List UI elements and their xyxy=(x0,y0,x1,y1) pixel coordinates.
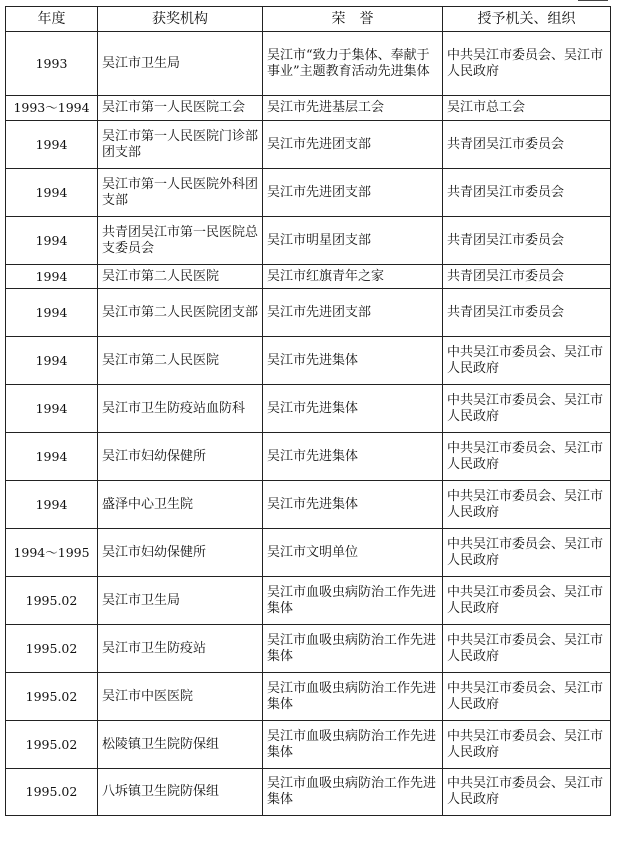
table-row xyxy=(6,625,611,673)
grantor-cell: 中共吴江市委员会、吴江市人民政府 xyxy=(443,673,611,721)
honor-cell: 吴江市明星团支部 xyxy=(263,217,443,265)
honor-cell: 吴江市血吸虫病防治工作先进集体 xyxy=(263,673,443,721)
organization-cell: 吴江市卫生局 xyxy=(98,577,263,625)
header-grantor: 授予机关、组织 xyxy=(443,7,611,32)
year-cell: 1994 xyxy=(6,121,98,169)
organization-cell: 八坼镇卫生院防保组 xyxy=(98,769,263,816)
header-organization: 获奖机构 xyxy=(98,7,263,32)
table-row xyxy=(6,289,611,337)
grantor-cell: 中共吴江市委员会、吴江市人民政府 xyxy=(443,721,611,769)
grantor-cell: 中共吴江市委员会、吴江市人民政府 xyxy=(443,529,611,577)
year-cell: 1993～1994 xyxy=(6,96,98,121)
organization-cell: 吴江市妇幼保健所 xyxy=(98,433,263,481)
year-cell: 1995.02 xyxy=(6,721,98,769)
table-row xyxy=(6,673,611,721)
honor-cell: 吴江市先进团支部 xyxy=(263,289,443,337)
honor-cell: 吴江市先进集体 xyxy=(263,385,443,433)
year-cell: 1994～1995 xyxy=(6,529,98,577)
organization-cell: 盛泽中心卫生院 xyxy=(98,481,263,529)
organization-cell: 共青团吴江市第一民医院总支委员会 xyxy=(98,217,263,265)
year-cell: 1994 xyxy=(6,217,98,265)
table-row xyxy=(6,265,611,289)
organization-cell: 吴江市中医医院 xyxy=(98,673,263,721)
year-cell: 1993 xyxy=(6,32,98,96)
year-cell: 1994 xyxy=(6,289,98,337)
table-row xyxy=(6,721,611,769)
grantor-cell: 吴江市总工会 xyxy=(443,96,611,121)
organization-cell: 吴江市卫生局 xyxy=(98,32,263,96)
honor-cell: 吴江市先进集体 xyxy=(263,337,443,385)
honor-cell: 吴江市先进集体 xyxy=(263,481,443,529)
honor-cell: 吴江市血吸虫病防治工作先进集体 xyxy=(263,577,443,625)
organization-cell: 吴江市卫生防疫站血防科 xyxy=(98,385,263,433)
year-cell: 1995.02 xyxy=(6,625,98,673)
table-row xyxy=(6,577,611,625)
organization-cell: 吴江市第二人民医院 xyxy=(98,265,263,289)
table-row xyxy=(6,385,611,433)
honor-cell: 吴江市血吸虫病防治工作先进集体 xyxy=(263,721,443,769)
organization-cell: 松陵镇卫生院防保组 xyxy=(98,721,263,769)
table-row xyxy=(6,169,611,217)
honor-cell: 吴江市先进团支部 xyxy=(263,169,443,217)
grantor-cell: 共青团吴江市委员会 xyxy=(443,217,611,265)
table-row xyxy=(6,529,611,577)
table-row xyxy=(6,337,611,385)
table-row xyxy=(6,433,611,481)
organization-cell: 吴江市卫生防疫站 xyxy=(98,625,263,673)
grantor-cell: 共青团吴江市委员会 xyxy=(443,265,611,289)
organization-cell: 吴江市第一人民医院门诊部团支部 xyxy=(98,121,263,169)
honor-cell: 吴江市血吸虫病防治工作先进集体 xyxy=(263,769,443,816)
year-cell: 1994 xyxy=(6,481,98,529)
top-corner-mark xyxy=(578,0,608,5)
grantor-cell: 共青团吴江市委员会 xyxy=(443,121,611,169)
honor-cell: 吴江市先进团支部 xyxy=(263,121,443,169)
table-row xyxy=(6,217,611,265)
grantor-cell: 中共吴江市委员会、吴江市人民政府 xyxy=(443,625,611,673)
honor-cell: 吴江市“致力于集体、奉献于事业”主题教育活动先进集体 xyxy=(263,32,443,96)
grantor-cell: 共青团吴江市委员会 xyxy=(443,169,611,217)
header-year: 年度 xyxy=(6,7,98,32)
grantor-cell: 中共吴江市委员会、吴江市人民政府 xyxy=(443,433,611,481)
honor-cell: 吴江市红旗青年之家 xyxy=(263,265,443,289)
grantor-cell: 中共吴江市委员会、吴江市人民政府 xyxy=(443,481,611,529)
honor-cell: 吴江市血吸虫病防治工作先进集体 xyxy=(263,625,443,673)
grantor-cell: 中共吴江市委员会、吴江市人民政府 xyxy=(443,32,611,96)
grantor-cell: 中共吴江市委员会、吴江市人民政府 xyxy=(443,337,611,385)
table-row xyxy=(6,96,611,121)
year-cell: 1994 xyxy=(6,433,98,481)
table-row xyxy=(6,32,611,96)
organization-cell: 吴江市第一人民医院外科团支部 xyxy=(98,169,263,217)
table-row xyxy=(6,481,611,529)
honor-cell: 吴江市先进基层工会 xyxy=(263,96,443,121)
honor-cell: 吴江市文明单位 xyxy=(263,529,443,577)
document-page xyxy=(5,6,610,816)
year-cell: 1994 xyxy=(6,337,98,385)
grantor-cell: 中共吴江市委员会、吴江市人民政府 xyxy=(443,577,611,625)
year-cell: 1994 xyxy=(6,385,98,433)
year-cell: 1994 xyxy=(6,265,98,289)
header-honor: 荣 誉 xyxy=(263,7,443,32)
grantor-cell: 中共吴江市委员会、吴江市人民政府 xyxy=(443,385,611,433)
table-body xyxy=(6,32,611,816)
organization-cell: 吴江市第二人民医院团支部 xyxy=(98,289,263,337)
awards-table xyxy=(5,6,611,816)
organization-cell: 吴江市妇幼保健所 xyxy=(98,529,263,577)
table-row xyxy=(6,121,611,169)
organization-cell: 吴江市第二人民医院 xyxy=(98,337,263,385)
honor-cell: 吴江市先进集体 xyxy=(263,433,443,481)
table-row xyxy=(6,769,611,816)
organization-cell: 吴江市第一人民医院工会 xyxy=(98,96,263,121)
year-cell: 1995.02 xyxy=(6,769,98,816)
grantor-cell: 中共吴江市委员会、吴江市人民政府 xyxy=(443,769,611,816)
year-cell: 1994 xyxy=(6,169,98,217)
grantor-cell: 共青团吴江市委员会 xyxy=(443,289,611,337)
year-cell: 1995.02 xyxy=(6,673,98,721)
year-cell: 1995.02 xyxy=(6,577,98,625)
table-header-row xyxy=(6,7,611,32)
